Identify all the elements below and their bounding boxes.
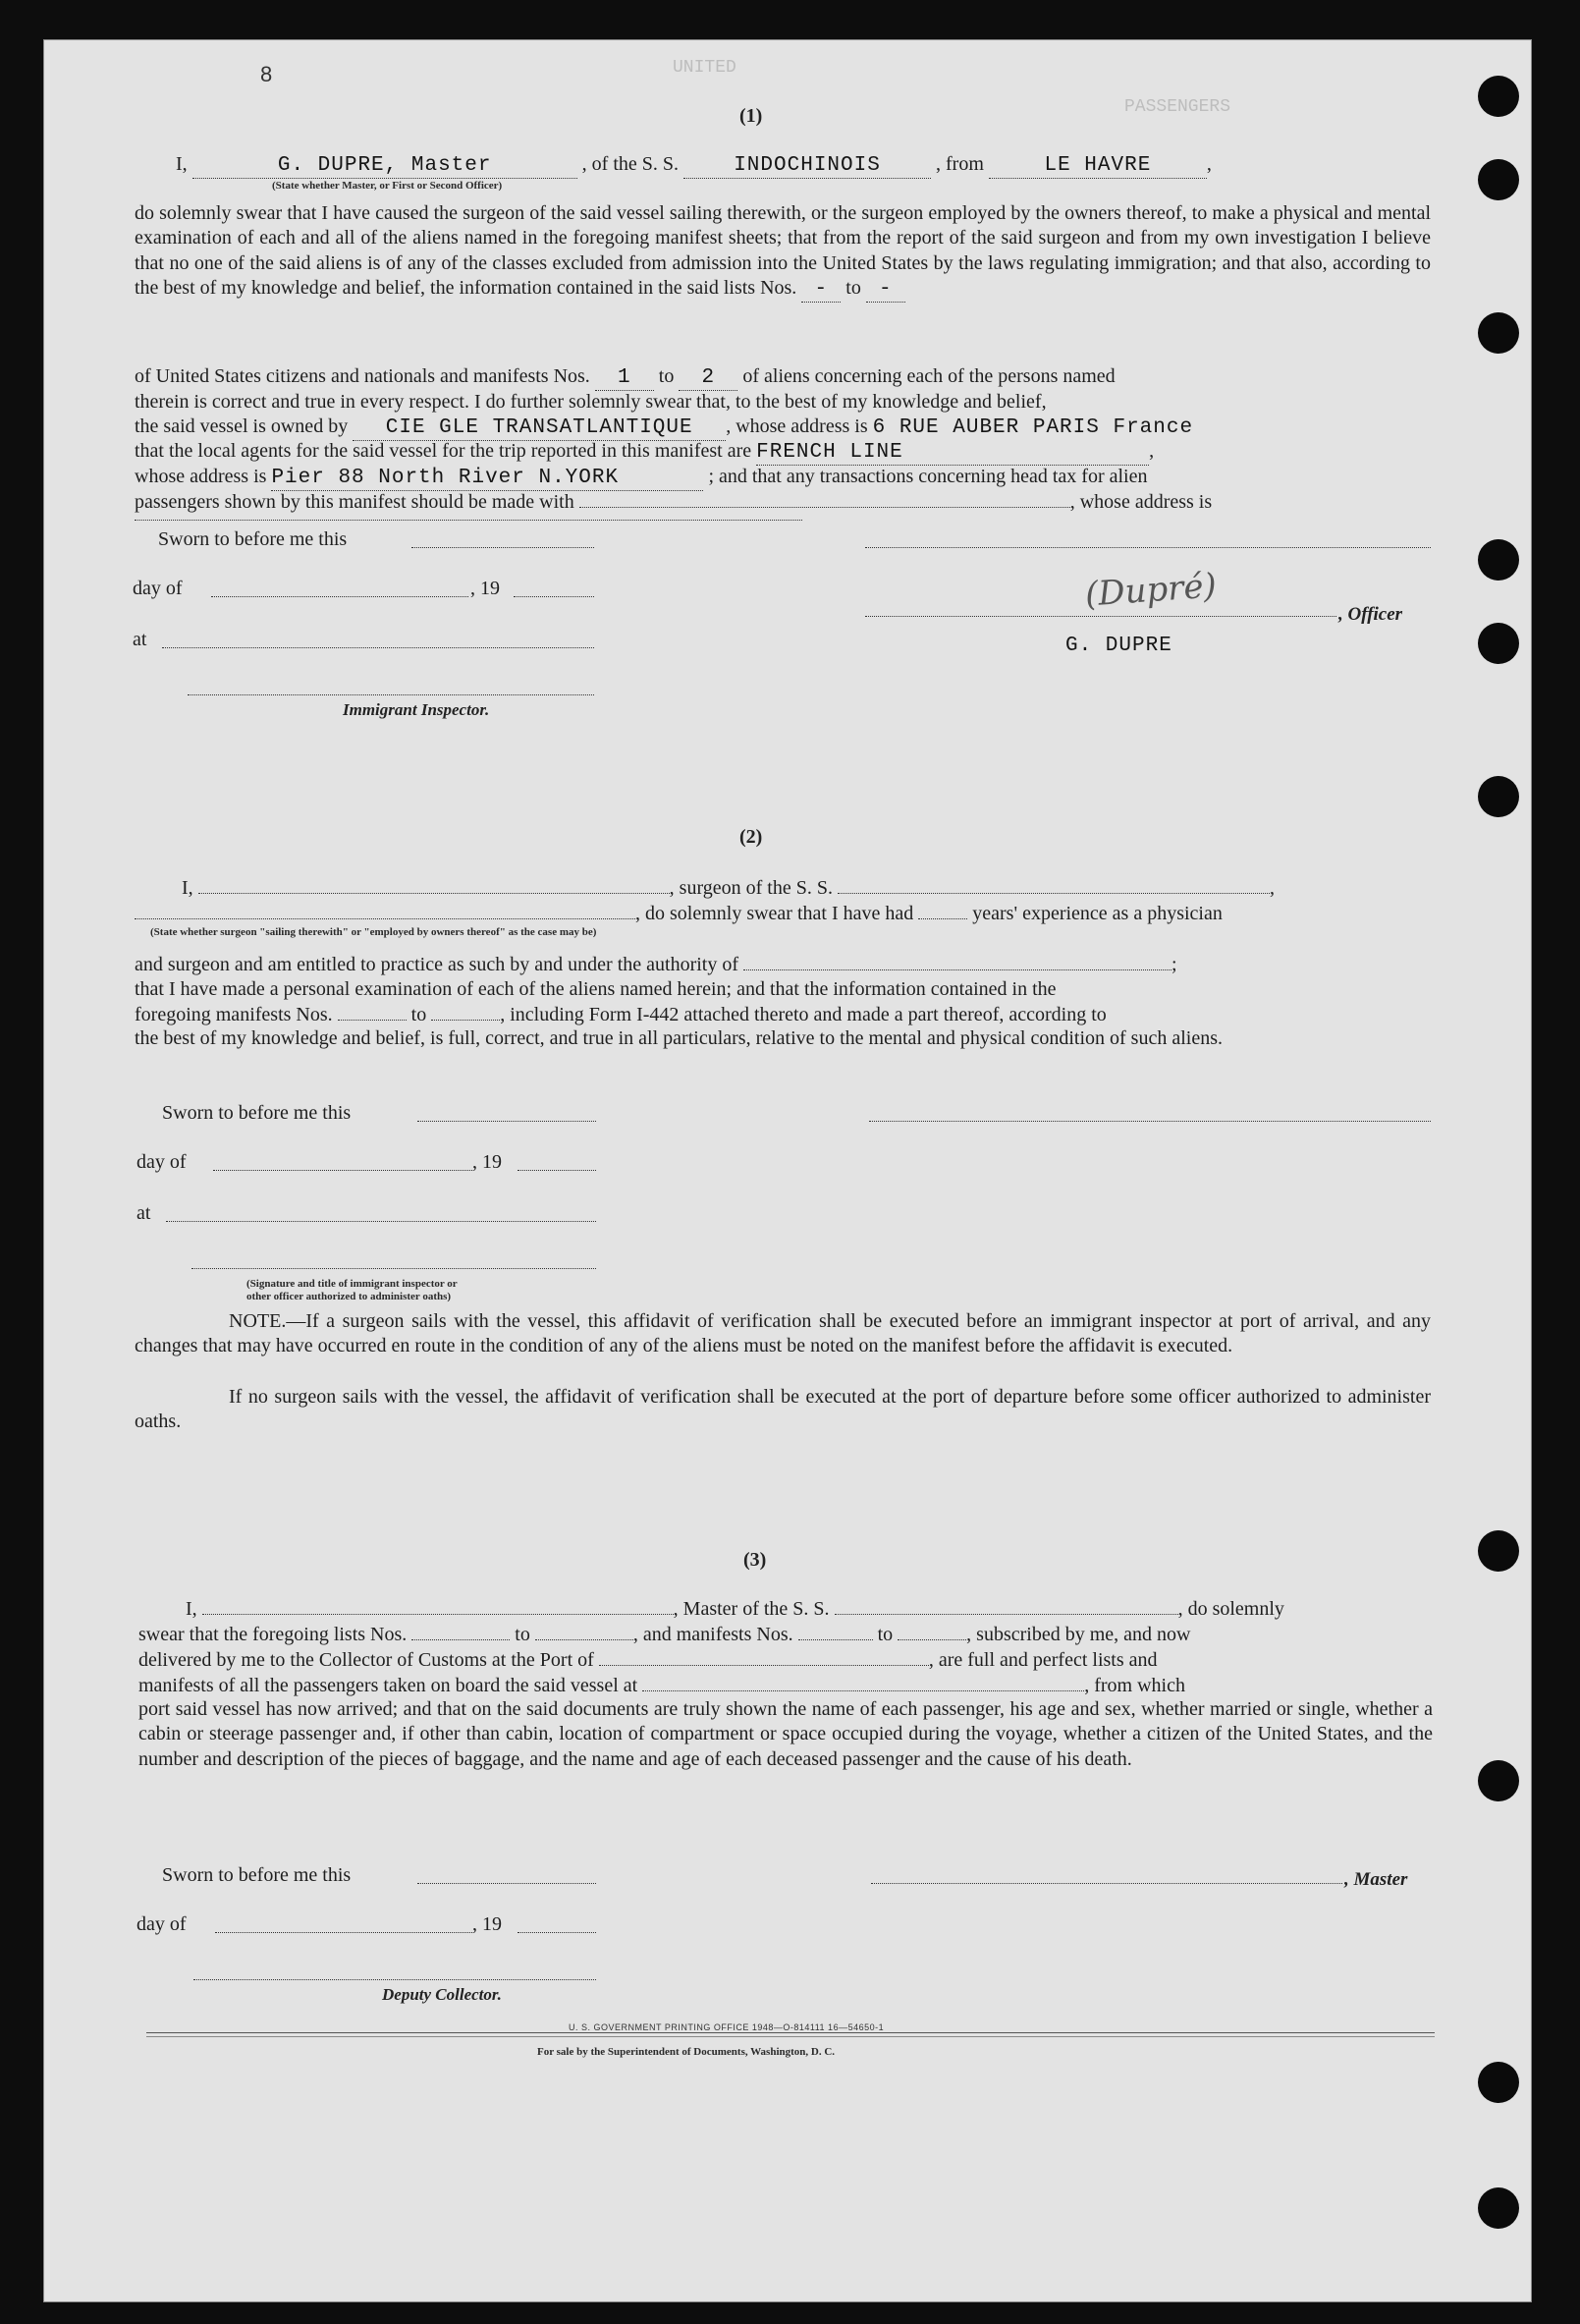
master-name-field: G. DUPRE, Master — [192, 153, 577, 179]
officer-signature-line — [865, 616, 1336, 617]
surgeon-caption: (State whether surgeon "sailing therewith" or "employed by owners thereof" as the case may be) — [150, 926, 597, 938]
binder-hole — [1478, 2062, 1519, 2103]
section-2-number: (2) — [739, 826, 763, 848]
surgeon-line: I, , surgeon of the S. S. , — [182, 877, 1275, 899]
master-label: , Master — [1344, 1869, 1408, 1890]
bleed-through-text: PASSENGERS — [1124, 97, 1231, 117]
verifier-caption-1: (Signature and title of immigrant inspector or — [246, 1278, 458, 1290]
lists-line-3: swear that the foregoing lists Nos. to , and manifests Nos. to , subscribed by me, and now — [138, 1624, 1191, 1645]
at-label-1: at — [133, 629, 147, 650]
binder-hole — [1478, 312, 1519, 354]
departure-port-field: LE HAVRE — [989, 153, 1207, 179]
footer-rule — [146, 2032, 1435, 2033]
sale-notice: For sale by the Superintendent of Documents, Washington, D. C. — [537, 2046, 836, 2058]
sworn-label-2: Sworn to before me this — [162, 1102, 352, 1124]
authority-line: and surgeon and am entitled to practice as such by and under the authority of ; — [135, 954, 1177, 975]
officer-typed-name: G. DUPRE — [1065, 635, 1172, 657]
agents-line: that the local agents for the said vessel for the trip reported in this manifest are FRENCH LINE , — [135, 440, 1155, 464]
binder-hole — [1478, 623, 1519, 664]
at-label-2: at — [136, 1202, 151, 1224]
binder-hole — [1478, 776, 1519, 817]
agents-address-line: whose address is Pier 88 North River N.YORK ; and that any transactions concerning head tax for alien — [135, 466, 1148, 489]
master-line-3: I, , Master of the S. S. , do solemnly — [186, 1598, 1284, 1620]
officer-signature-line-top — [865, 547, 1431, 548]
owner-field: CIE GLE TRANSATLANTIQUE — [353, 415, 726, 441]
manifest-verification-page: 8 UNITED PASSENGERS (1) I, G. DUPRE, Master , of the S. S. INDOCHINOIS , from LE HAVRE , (State whether Master, or First or Second Officer) do solemnly swear that I have caused the surgeon of the said vessel sailing therewith, or the surgeon employed by the owners thereof, to make a physical and mental examination of each and all of the aliens named in the foregoing manifest sheets; that from the report of the said surgeon and from my own investigation I believe that no one of the said aliens is of any of the classes excluded from admission into the United States by the laws regulating immigration; and that also, according to the best of my knowledge and belief, the information contained in the said lists Nos. - to - of United States citizens and nationals and manifests Nos. 1 to 2 of aliens concerning each of the persons named therein is correct and true in every respect. I do further solemnly swear that, to the best of my knowledge and belief, the said vessel is owned by CIE GLE TRANSATLANTIQUE , whose address is 6 RUE AUBER PARIS France that the local agents for the said vessel for the trip reported in this manifest are FRENCH LINE , whose address is Pier 88 North River N.YORK ; and that any transactions concerning head tax for alien passengers shown by this manifest should be made with , whose address is Sworn to before me this day of , 19 (Dupré) , Officer G. DUPRE at Immigrant Inspector. (2) I, , surgeon of the S. S. , , do solemnly swear that I have had years' experience as a physician (State whether surgeon "sailing therewith" or "employed by owners thereof" as the case may be) and surgeon and am entitled to practice as such by and under the authority of ; that I have made a personal examination of each of the aliens named herein; and that the information contained in the foregoing manifests Nos. to , including Form I-442 attached thereto and made a part thereof, according to the best of my knowledge and belief, is full, correct, and true in all particulars, relative to the mental and physical condition of such aliens. Sworn to before me this day of , 19 at (Signature and title of immigrant inspector or other officer authorized to administer oaths) NOTE.—If a surgeon sails with the vessel, this affidavit of verification shall be executed before an immigrant inspector at port of arrival, and any changes that may have occurred en route in the condition of any of the aliens must be noted on the manifest before the affidavit is executed. If no surgeon sails with the vessel, the affidavit of verification shall be executed at the port of departure before some officer authorized to administer oaths. (3) I, , Master of the S. S. , do solemnly swear that the foregoing lists Nos. to , and manifests Nos. to , subscribed by me, and now delivered by me to the Collector of Customs at the Port of , are full and perfect lists and manifests of all the passengers taken on board the said vessel at , from which port said vessel has now arrived; and that on the said documents are truly shown the name of each passenger, his age and sex, whether married or single, whether a cabin or steerage passenger and, if other than cabin, location of compartment or space occupied during the voyage, whether a citizen of the United States, and the number and description of the pieces of baggage, and the name and age of each deceased passenger and the cause of his death. Sworn to before me this , Master day of , 19 Deputy Collector. U. S. GOVERNMENT PRINTING OFFICE 1948—O-814111 16—54650-1 For sale by the Superintendent of Documents, Washington, D. C. — [43, 39, 1532, 2302]
manifest-to-field: 2 — [679, 365, 737, 391]
agents-address-field: Pier 88 North River N.YORK — [271, 466, 703, 491]
verifier-caption-2: other officer authorized to administer oaths) — [246, 1291, 452, 1302]
page-mark: 8 — [260, 62, 273, 86]
bleed-through-text: UNITED — [673, 58, 736, 78]
belief-paragraph: the best of my knowledge and belief, is full, correct, and true in all particulars, relative to the mental and physical condition of such aliens. — [135, 1027, 1223, 1049]
sworn-label-1: Sworn to before me this — [158, 528, 348, 550]
inspector-label: Immigrant Inspector. — [343, 700, 490, 719]
officer-label: , Officer — [1338, 604, 1403, 625]
examination-line: that I have made a personal examination of each of the aliens named herein; and that the information contained in the — [135, 978, 1057, 1000]
day-of-label-3: day of — [136, 1913, 187, 1935]
boarding-port-line: manifests of all the passengers taken on board the said vessel at , from which — [138, 1675, 1185, 1696]
officer-signature: (Dupré) — [1083, 566, 1219, 615]
section-1-number: (1) — [739, 105, 763, 127]
surgeon-signature-line — [869, 1121, 1431, 1122]
section-3-number: (3) — [743, 1549, 767, 1571]
deputy-signature-line — [193, 1979, 596, 1980]
agents-field: FRENCH LINE — [756, 440, 1149, 466]
experience-line: , do solemnly swear that I have had years' experience as a physician — [135, 901, 1223, 926]
verifier-signature-line — [191, 1268, 596, 1269]
binder-hole — [1478, 159, 1519, 200]
binder-hole — [1478, 76, 1519, 117]
binder-hole — [1478, 1530, 1519, 1572]
binder-hole — [1478, 1760, 1519, 1801]
passenger-details-paragraph: port said vessel has now arrived; and that on the said documents are truly shown the name of each passenger, his age and sex, whether married or single, whether a cabin or steerage passenger and, if other than cabin, location of compartment or space occupied during the voyage, whether a citizen of the United States, and the number and description of the pieces of baggage, and the name and age of each deceased passenger and the cause of his death. — [138, 1698, 1433, 1770]
lists-from-field: - — [801, 277, 841, 303]
owner-line: the said vessel is owned by CIE GLE TRANSATLANTIQUE , whose address is 6 RUE AUBER PARIS France — [135, 415, 1194, 439]
inspector-signature-line — [188, 694, 594, 695]
footer-rule — [146, 2036, 1435, 2037]
lists-to-field: - — [866, 277, 905, 303]
manifests-form-line: foregoing manifests Nos. to , including Form I-442 attached thereto and made a part thereof, according to — [135, 1004, 1107, 1025]
note-paragraph-2: If no surgeon sails with the vessel, the affidavit of verification shall be executed at the port of departure before some officer authorized to administer oaths. — [135, 1386, 1431, 1433]
collector-line: delivered by me to the Collector of Customs at the Port of , are full and perfect lists and — [138, 1649, 1158, 1671]
section-1-paragraph: do solemnly swear that I have caused the surgeon of the said vessel sailing therewith, or the surgeon employed by the owners thereof, to make a physical and mental examination of each and all of the aliens named in the foregoing manifest sheets; that from the report of the said surgeon and from my own investigation I believe that no one of the said aliens is of any of the classes excluded from admission into the United States by the laws regulating immigration; and that also, according to the best of my knowledge and belief, the information contained in the said lists Nos. - to - — [135, 201, 1431, 303]
correctness-line: therein is correct and true in every respect. I do further solemnly swear that, to the best of my knowledge and belief, — [135, 391, 1047, 413]
binder-hole — [1478, 539, 1519, 581]
section-1-header-line: I, G. DUPRE, Master , of the S. S. INDOCHINOIS , from LE HAVRE , — [176, 153, 1212, 177]
master-caption: (State whether Master, or First or Second Officer) — [272, 180, 503, 192]
binder-hole — [1478, 2187, 1519, 2229]
day-of-label-1: day of — [133, 578, 183, 599]
head-tax-address-line — [135, 520, 802, 521]
manifest-from-field: 1 — [595, 365, 654, 391]
ship-name-field: INDOCHINOIS — [683, 153, 931, 179]
day-of-label-2: day of — [136, 1151, 187, 1173]
note-paragraph-1: NOTE.—If a surgeon sails with the vessel, this affidavit of verification shall be executed before an immigrant inspector at port of arrival, and any changes that may have occurred en route in the condition of any of the aliens must be noted on the manifest before the affidavit is executed. — [135, 1310, 1431, 1357]
gpo-imprint: U. S. GOVERNMENT PRINTING OFFICE 1948—O-814111 16—54650-1 — [569, 2022, 885, 2032]
sworn-label-3: Sworn to before me this — [162, 1864, 352, 1886]
manifests-line: of United States citizens and nationals and manifests Nos. 1 to 2 of aliens concerning each of the persons named — [135, 365, 1116, 389]
head-tax-line: passengers shown by this manifest should be made with , whose address is — [135, 491, 1213, 513]
master-signature-line — [871, 1883, 1342, 1884]
owner-address-field: 6 RUE AUBER PARIS France — [872, 416, 1194, 439]
deputy-label: Deputy Collector. — [382, 1985, 502, 2004]
